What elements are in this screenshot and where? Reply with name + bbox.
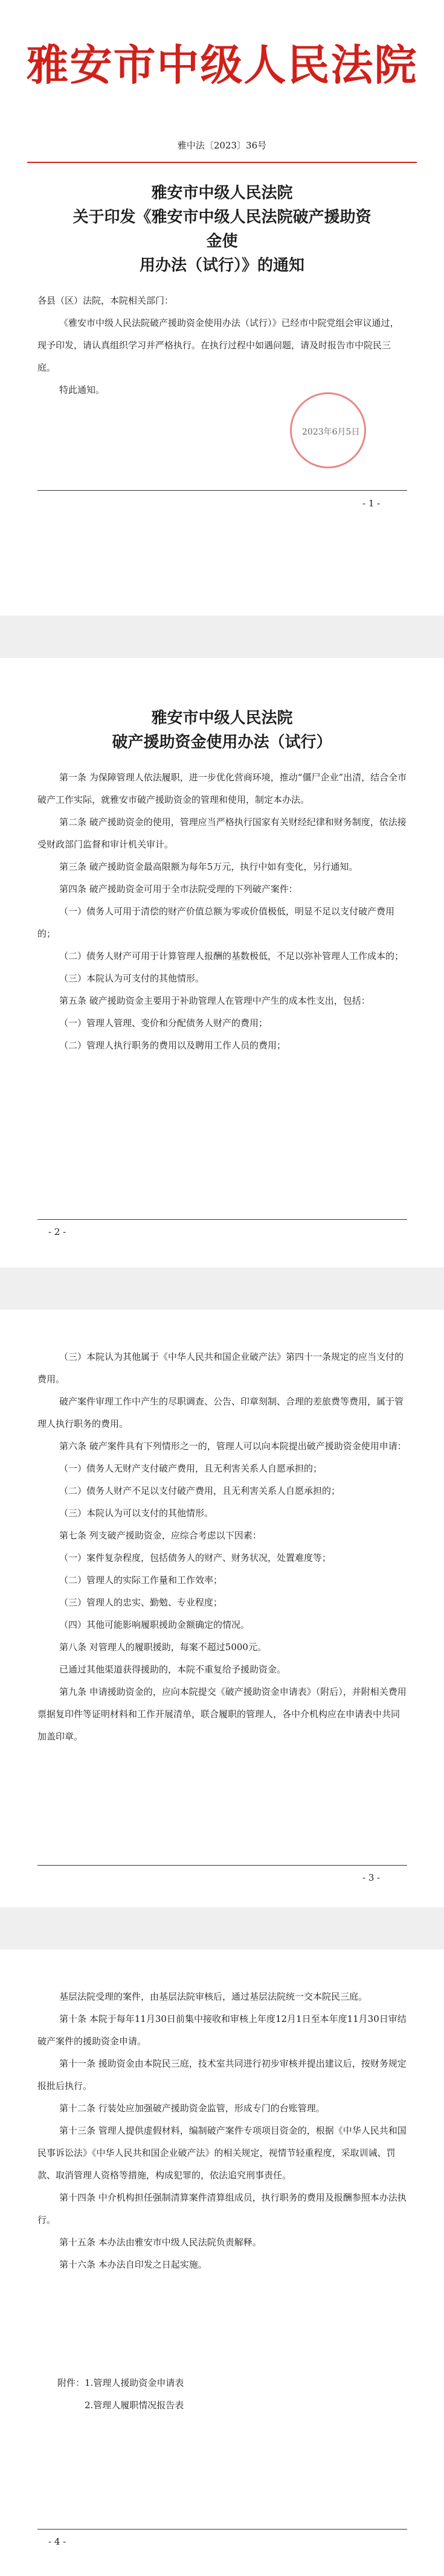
paragraph: 已通过其他渠道获得援助的，本院不重复给予援助资金。	[59, 1664, 286, 1675]
paragraph: （二）债务人财产不足以支付破产费用，且无利害关系人自愿承担的；	[59, 1485, 341, 1496]
paragraph: （二）管理人的实际工作量和工作效率；	[59, 1575, 223, 1586]
paragraph: 第十五条 本办法由雅安市中级人民法院负责解释。	[59, 2237, 262, 2248]
red-divider	[27, 162, 417, 163]
paragraph: 第九条 申请援助资金的，应向本院提交《破产援助资金申请表》（附后），并附相关费用票据复印件等证明材料和工作开展清单，联合履职的管理人，各中介机构应在申请表中共同加盖印章。	[37, 1686, 407, 1742]
document-page-2	[0, 658, 444, 1267]
attachment-item: 1.管理人援助资金申请表	[85, 2377, 184, 2388]
paragraph: （三）本院认为其他属于《中华人民共和国企业破产法》第四十一条规定的应当支付的费用。	[37, 1351, 404, 1385]
paragraph: 基层法院受理的案件，由基层法院审核后，通过基层法院统一交本院民三庭。	[59, 1991, 368, 2002]
notice-body: 《雅安市中级人民法院破产援助资金使用办法（试行）》已经市中院党组会审议通过，现予印发，请认真组织学习并严格执行。在执行过程中如遇问题，请及时报告市中院民三庭。	[37, 317, 399, 373]
attachment-item: 2.管理人履职情况报告表	[85, 2400, 184, 2411]
footer-line	[37, 490, 407, 491]
page-number: - 1 -	[362, 498, 381, 509]
paragraph: （三）本院认为可以支付的其他情形。	[59, 1508, 214, 1519]
paragraph: （一）债务人可用于清偿的财产价值总额为零或价值极低，明显不足以支付破产费用的；	[37, 906, 395, 939]
paragraph: 第三条 破产援助资金最高限额为每年5万元，执行中如有变化，另行通知。	[59, 861, 358, 872]
rules-body	[37, 1986, 407, 2276]
notice-title-line: 用办法（试行）》的通知	[139, 257, 304, 275]
paragraph: （一）案件复杂程度，包括债务人的财产、财务状况，处置难度等；	[59, 1552, 332, 1563]
footer-line	[37, 1219, 407, 1220]
paragraph: 第四条 破产援助资金可用于全市法院受理的下列破产案件：	[59, 884, 298, 894]
notice-title	[66, 181, 378, 278]
paragraph: 第十三条 管理人提供虚假材料，编制破产案件专项项目资金的，根据《中华人民共和国民事诉讼法》《中华人民共和国企业破产法》的相关规定，视情节轻重程度，采取训诫、罚款、取消管理人资格等措施，构成犯罪的，依法追究刑事责任。	[37, 2125, 407, 2181]
paragraph: 第五条 破产援助资金主要用于补助管理人在管理中产生的成本性支出，包括：	[59, 995, 370, 1006]
paragraph: 第十一条 援助资金由本院民三庭，技术室共同进行初步审核并提出建议后，按财务规定报批后执行。	[37, 2058, 407, 2091]
footer-line	[37, 2529, 407, 2530]
paragraph: （四）其他可能影响履职援助金额确定的情况。	[59, 1619, 250, 1630]
paragraph: 第八条 对管理人的履职援助，每案不超过5000元。	[59, 1642, 266, 1653]
page-number: - 3 -	[362, 1872, 381, 1883]
notice-closing: 特此通知。	[59, 384, 105, 395]
notice-recipients: 各县（区）法院，本院相关部门：	[37, 295, 174, 306]
paragraph: 第二条 破产援助资金的使用，管理应当严格执行国家有关财经纪律和财务制度，依法接受财政部门监督和审计机关审计。	[37, 817, 407, 850]
paragraph: （二）管理人执行职务的费用以及聘用工作人员的费用；	[59, 1040, 286, 1051]
paragraph: 第七条 列支破产援助资金，应综合考虑以下因素：	[59, 1530, 262, 1541]
page-number: - 4 -	[48, 2536, 66, 2547]
document-page-4	[0, 1950, 444, 2576]
paragraph: 第十二条 行装处应加强破产援助资金监管，形成专门的台账管理。	[59, 2103, 325, 2114]
paragraph: （二）债务人财产可用于计算管理人报酬的基数极低，不足以弥补管理人工作成本的；	[59, 951, 404, 961]
paragraph: （一）管理人管理、变价和分配债务人财产的费用；	[59, 1018, 268, 1028]
paragraph: 破产案件审理工作中产生的尽职调查、公告、印章刻制、合理的差旅费等费用，属于管理人执行职务的费用。	[37, 1396, 404, 1429]
rules-body	[37, 767, 407, 1057]
rules-body	[37, 1346, 407, 1748]
rules-title-line: 雅安市中级人民法院	[151, 709, 293, 727]
notice-title-line: 雅安市中级人民法院	[151, 184, 293, 202]
paragraph: 第十四条 中介机构担任强制清算案件清算组成员，执行职务的费用及报酬参照本办法执行。	[37, 2192, 407, 2225]
sign-date: 2023年6月5日	[302, 427, 360, 437]
paragraph: 第六条 破产案件具有下列情形之一的，管理人可以向本院提出破产援助资金使用申请：	[59, 1441, 407, 1452]
red-header: 雅安市中级人民法院	[26, 40, 418, 90]
document-number: 雅中法〔2023〕36号	[177, 140, 267, 151]
footer-line	[37, 1865, 407, 1866]
attachments	[57, 2372, 427, 2417]
paragraph: （一）债务人无财产支付破产费用，且无利害关系人自愿承担的；	[59, 1463, 323, 1474]
document-page-1	[0, 0, 444, 616]
paragraph: （三）管理人的忠实、勤勉、专业程度；	[59, 1597, 223, 1608]
paragraph: （三）本院认为可支付的其他情形。	[59, 973, 205, 984]
document-page-3	[0, 1310, 444, 1907]
attachments-label: 附件：	[57, 2377, 85, 2388]
paragraph: 第一条 为保障管理人依法履职，进一步优化营商环境，推动“僵尸企业”出清，结合全市破产工作实际，就雅安市破产援助资金的管理和使用，制定本办法。	[37, 772, 407, 805]
rules-title	[66, 706, 378, 754]
paragraph: 第十六条 本办法自印发之日起实施。	[59, 2259, 207, 2270]
rules-title-line: 破产援助资金使用办法（试行）	[112, 733, 332, 751]
page-number: - 2 -	[48, 1226, 66, 1237]
paragraph: 第十条 本院于每年11月30日前集中接收和审核上年度12月1日至本年度11月30日审结破产案件的援助资金申请。	[37, 2013, 407, 2047]
notice-title-line: 关于印发《雅安市中级人民法院破产援助资金使	[72, 208, 372, 250]
